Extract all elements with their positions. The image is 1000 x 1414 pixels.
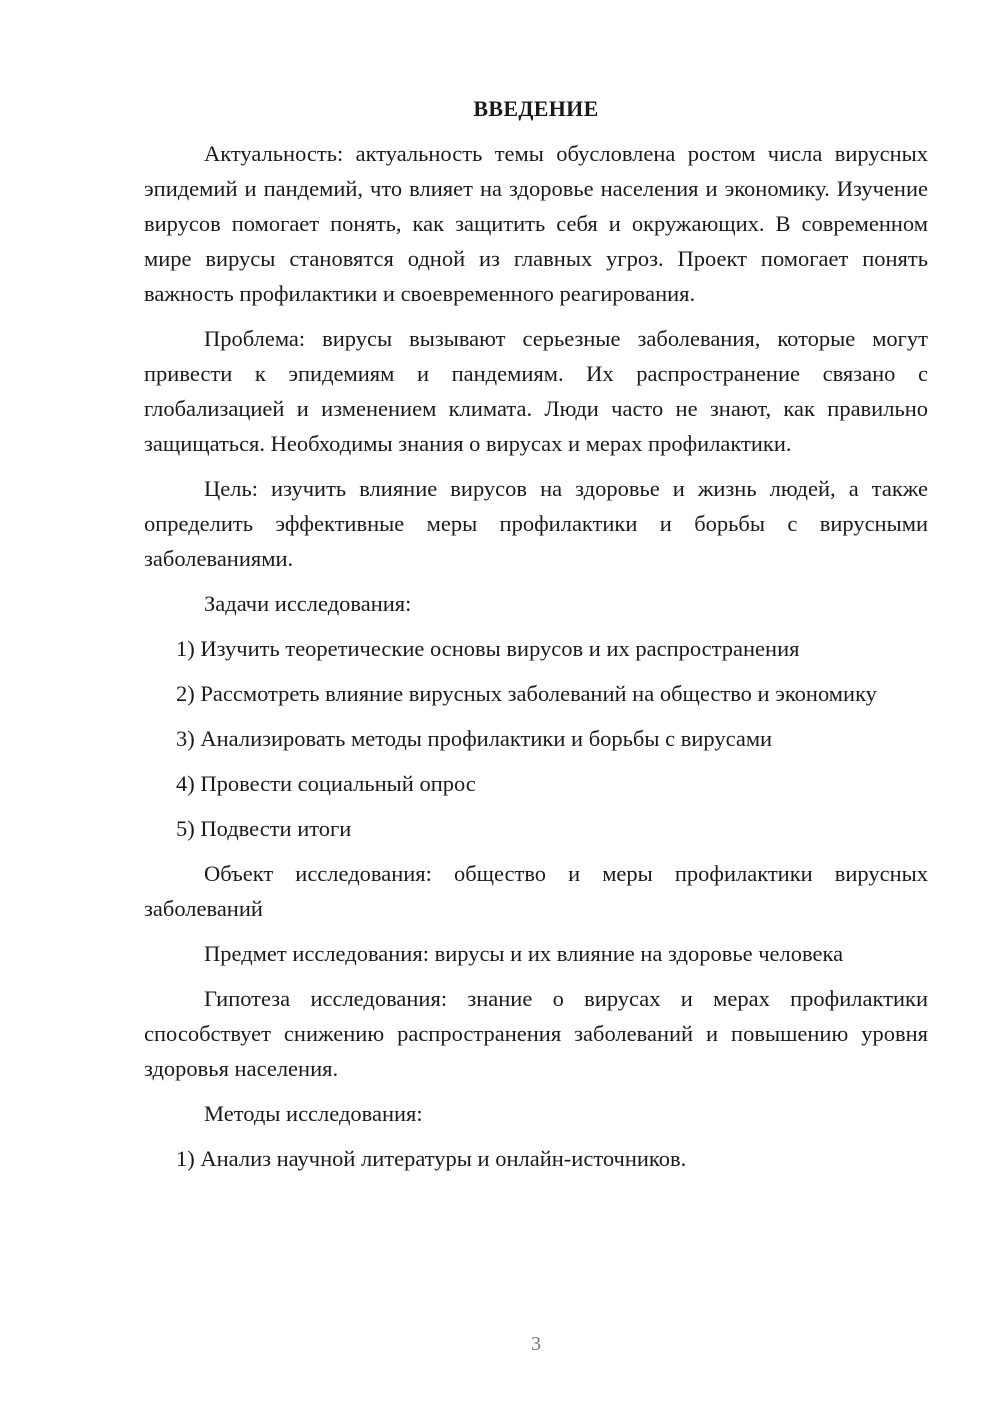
list-item: 4) Провести социальный опрос <box>176 771 476 796</box>
subject-paragraph: Предмет исследования: вирусы и их влияние на здоровье человека <box>204 941 844 966</box>
hypothesis-paragraph: Гипотеза исследования: знание о вирусах и мерах профилактики способствует снижению распространения заболеваний и повышению уровня здоровья населения. <box>144 986 928 1081</box>
tasks-heading: Задачи исследования: <box>204 591 412 616</box>
document-page <box>144 92 928 1186</box>
tasks-list <box>144 631 928 846</box>
relevance-paragraph: Актуальность: актуальность темы обусловлена ростом числа вирусных эпидемий и пандемий, что влияет на здоровье населения и экономику. Изучение вирусов помогает понять, как защитить себя и окружающих. В современном мире вирусы становятся одной из главных угроз. Проект помогает понять важность профилактики и своевременного реагирования. <box>144 141 928 306</box>
list-item: 3) Анализировать методы профилактики и борьбы с вирусами <box>176 726 773 751</box>
object-paragraph: Объект исследования: общество и меры профилактики вирусных заболеваний <box>144 861 928 921</box>
section-heading: ВВЕДЕНИЕ <box>473 96 599 121</box>
list-item: 1) Изучить теоретические основы вирусов и их распространения <box>176 636 800 661</box>
goal-paragraph: Цель: изучить влияние вирусов на здоровье и жизнь людей, а также определить эффективные меры профилактики и борьбы с вирусными заболеваниями. <box>144 476 928 571</box>
page-number: 3 <box>531 1333 541 1355</box>
methods-heading: Методы исследования: <box>204 1101 423 1126</box>
list-item: 1) Анализ научной литературы и онлайн-источников. <box>176 1146 687 1171</box>
problem-paragraph: Проблема: вирусы вызывают серьезные заболевания, которые могут привести к эпидемиям и пандемиям. Их распространение связано с глобализацией и изменением климата. Люди часто не знают, как правильно защищаться. Необходимы знания о вирусах и мерах профилактики. <box>144 326 928 456</box>
list-item: 2) Рассмотреть влияние вирусных заболеваний на общество и экономику <box>176 681 877 706</box>
methods-list <box>144 1141 928 1176</box>
list-item: 5) Подвести итоги <box>176 816 352 841</box>
